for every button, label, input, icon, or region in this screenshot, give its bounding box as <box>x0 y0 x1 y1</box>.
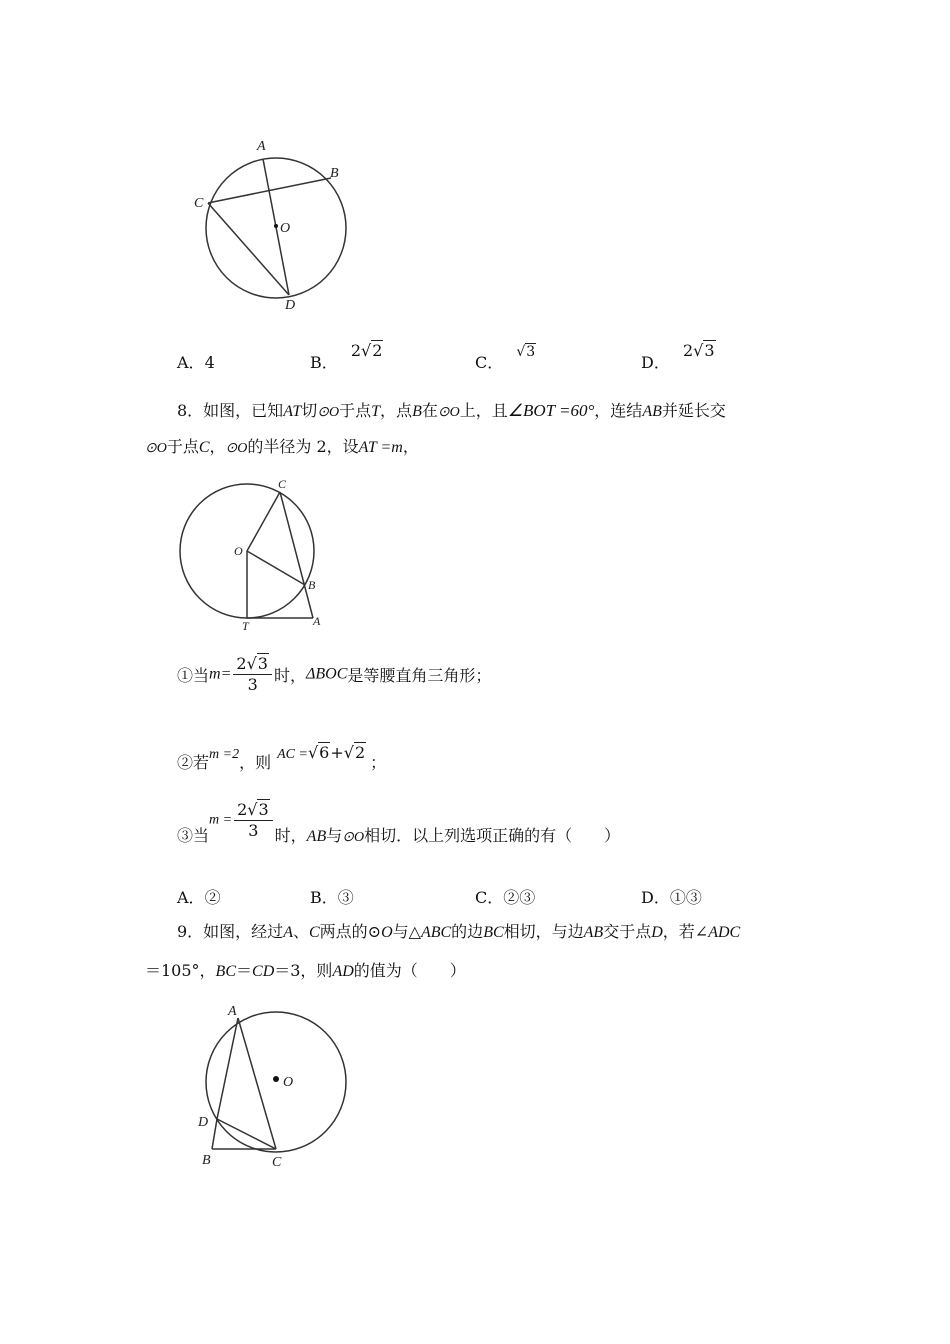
q8-item-3 <box>177 800 621 845</box>
text-q8-item1-frac-num-coef: 2 <box>236 654 247 673</box>
text-q8-item2-r1: 6 <box>319 743 330 762</box>
text-q8-options-2-letter: C． <box>475 888 504 907</box>
text-q8-line1-t: T <box>371 403 381 420</box>
text-q8-line1-p4: ，点 <box>380 401 413 420</box>
text-q9-line2-p4: 的值为（ ） <box>353 961 466 980</box>
q8-stem-line1 <box>177 398 726 421</box>
text-q8-line2-p3: 的半径为 2，设 <box>247 437 359 456</box>
q9-label-a: A <box>228 1004 237 1019</box>
text-q8-line1-p3: 于点 <box>339 401 372 420</box>
text-q9-line1-p7: 交于点 <box>603 922 652 941</box>
text-q8-item2-mark: ②若 <box>177 753 210 772</box>
text-q8-options-0-letter: A． <box>177 888 205 907</box>
text-q8-line1-p2: 切 <box>301 401 318 420</box>
text-q8-line2-p4: ， <box>402 437 419 456</box>
text-q8-options-3-value: ①③ <box>669 888 702 907</box>
q7-option-b[interactable] <box>310 341 383 373</box>
text-q8-item3-p1: 与 <box>326 826 343 845</box>
q7-option-c-value: √3 <box>516 344 536 360</box>
text-q9-line2-p2: ＝ <box>236 961 253 980</box>
text-q8-options-2-value: ②③ <box>503 888 536 907</box>
text-q7-options-0-value: 4 <box>204 353 215 372</box>
text-q9-line1-p4: 与△ <box>392 922 421 941</box>
text-q8-item1-m: m= <box>209 665 232 683</box>
text-q7-options-1-letter: B． <box>310 353 338 372</box>
text-q9-line1-p6: 相切，与边 <box>503 922 584 941</box>
text-q8-item3-ab: AB <box>306 828 327 845</box>
text-q9-line1-d: D <box>651 924 663 941</box>
text-q8-item2-ac: AC = <box>277 747 308 762</box>
text-q7-options-3-letter: D． <box>641 353 670 372</box>
text-q8-options-1-letter: B． <box>310 888 338 907</box>
q8-option-a[interactable] <box>177 885 221 908</box>
text-q8-item1-mark: ①当 <box>177 666 210 685</box>
text-q8-line2-eq: AT =m <box>358 439 403 456</box>
text-q7-options-2-radicand: 3 <box>526 344 536 360</box>
q7-option-d-value: 2√3 <box>682 341 715 360</box>
text-q8-line1-circo2: ⊙O <box>437 405 460 420</box>
q7-label-d: D <box>285 298 296 313</box>
text-q8-item3-frac-num-rad: 3 <box>258 800 269 819</box>
text-q9-line1-p3: 两点的⊙ <box>319 922 382 941</box>
text-q9-line1-a: A <box>283 924 293 941</box>
text-q8-item2-p1: ，则 <box>239 753 272 772</box>
text-q9-line2-bc: BC <box>215 963 236 980</box>
text-q9-line1-adc: ADC <box>708 924 741 941</box>
text-q8-item2-eq: m =2 <box>209 747 240 762</box>
q7-option-a[interactable] <box>177 350 215 373</box>
text-q8-item1-frac-den: 3 <box>247 675 258 694</box>
text-q9-line2-p3: ＝3，则 <box>274 961 333 980</box>
text-q9-line1-c: C <box>308 924 320 941</box>
text-q9-line2-ad: AD <box>332 963 354 980</box>
text-q8-line1-p5: 在 <box>421 401 438 420</box>
text-q8-item1-after: 时， <box>273 666 306 685</box>
text-q7-options-3-coef: 2 <box>682 341 694 360</box>
q9-label-o: O <box>283 1075 294 1090</box>
text-q7-options-3-radicand: 3 <box>704 341 715 360</box>
text-q8-line1-at: AT <box>283 403 302 420</box>
text-q7-options-0-letter: A． <box>177 353 205 372</box>
text-q8-line1-ab: AB <box>642 403 662 420</box>
text-q9-line1-p1: 9．如图，经过 <box>177 922 284 941</box>
q7-option-d[interactable] <box>641 341 716 373</box>
text-q8-item3-after: 时， <box>274 826 307 845</box>
text-q7-options-2-letter: C． <box>475 353 504 372</box>
text-q8-item2-plus: + <box>330 743 344 762</box>
text-q8-line2-circo: ⊙O <box>145 441 167 456</box>
text-q8-item3-circo: ⊙O <box>342 830 365 845</box>
q8-figure <box>172 475 332 635</box>
text-q8-item3-mark: ③当 <box>177 826 210 845</box>
q8-option-c[interactable] <box>475 885 535 908</box>
q7-label-a: A <box>257 139 266 154</box>
text-q9-line1-abc: ABC <box>420 924 452 941</box>
text-q8-item3-tail: 相切．以上列选项正确的有（ ） <box>364 826 621 845</box>
text-q9-line1-p2: 、 <box>292 922 309 941</box>
q7-option-b-value: 2√2 <box>350 341 383 360</box>
text-q8-line1-circo: ⊙O <box>317 405 340 420</box>
text-q8-item3-m: m = <box>209 812 233 828</box>
q8-label-t: T <box>242 619 249 633</box>
text-q8-line1-p6: 上，且 <box>459 401 508 420</box>
text-q9-line1-p8: ，若∠ <box>662 922 709 941</box>
text-q9-line1-p5: 的边 <box>451 922 484 941</box>
q9-label-c: C <box>272 1155 282 1170</box>
q8-item-1-fraction: $\frac{2√3}{3}$ <box>233 654 272 695</box>
q9-stem-line1 <box>177 919 740 942</box>
q8-label-b: B <box>308 578 316 592</box>
text-q8-line2-p2: ， <box>209 437 226 456</box>
text-q7-options-1-radicand: 2 <box>372 341 383 360</box>
text-q8-item1-tri: ΔBOC <box>305 665 348 683</box>
q8-option-b[interactable] <box>310 885 354 908</box>
text-q8-options-3-letter: D． <box>641 888 670 907</box>
q8-label-o: O <box>234 544 243 558</box>
q7-label-o: O <box>280 221 291 236</box>
text-q9-line2-cd: CD <box>252 963 275 980</box>
text-q8-item3-frac-num-coef: 2 <box>237 800 248 819</box>
q7-label-b: B <box>330 166 339 181</box>
q8-label-a: A <box>313 614 321 628</box>
q8-label-c: C <box>278 477 287 491</box>
text-q8-item1-frac-num-rad: 3 <box>257 654 268 673</box>
text-q9-line1-ab: AB <box>583 924 604 941</box>
q8-item-3-fraction: $\frac{2√3}{3}$ <box>234 800 273 841</box>
text-q8-line2-c: C <box>198 439 210 456</box>
q7-figure <box>188 135 368 315</box>
q9-label-b: B <box>202 1153 211 1168</box>
text-q9-line2-p1: ＝105°， <box>145 961 216 980</box>
q9-figure <box>190 1000 360 1175</box>
q8-item-2: ②若m =2，则 AC =√6+√2； <box>177 743 387 772</box>
text-q8-line1-angle: ∠BOT =60° <box>507 401 595 420</box>
q8-item-1 <box>177 654 491 695</box>
text-q7-options-1-coef: 2 <box>350 341 362 360</box>
text-q8-line1-p7: ，连结 <box>594 401 643 420</box>
text-q8-item1-tail: 是等腰直角三角形； <box>347 666 492 685</box>
q8-option-d[interactable] <box>641 885 702 908</box>
text-q8-line1-b: B <box>412 403 422 420</box>
text-q8-options-1-value: ③ <box>337 888 354 907</box>
q8-stem-line2 <box>145 434 419 457</box>
text-q8-item3-frac-den: 3 <box>248 821 259 840</box>
q9-label-d: D <box>198 1115 209 1130</box>
text-q8-line2-p1: 于点 <box>166 437 199 456</box>
q9-stem-line2 <box>145 958 466 981</box>
text-q8-options-0-value: ② <box>204 888 221 907</box>
text-q8-item2-tail: ； <box>370 753 387 772</box>
text-q8-line2-circo2: ⊙O <box>225 441 248 456</box>
q7-option-c[interactable] <box>475 344 536 373</box>
text-q9-line1-o: O <box>381 924 393 941</box>
text-q8-line1-p8: 并延长交 <box>661 401 726 420</box>
q7-label-c: C <box>194 196 204 211</box>
text-q9-line1-bc: BC <box>483 924 504 941</box>
text-q8-line1-p1: 8．如图，已知 <box>177 401 284 420</box>
text-q8-item2-r2: 2 <box>354 743 366 762</box>
